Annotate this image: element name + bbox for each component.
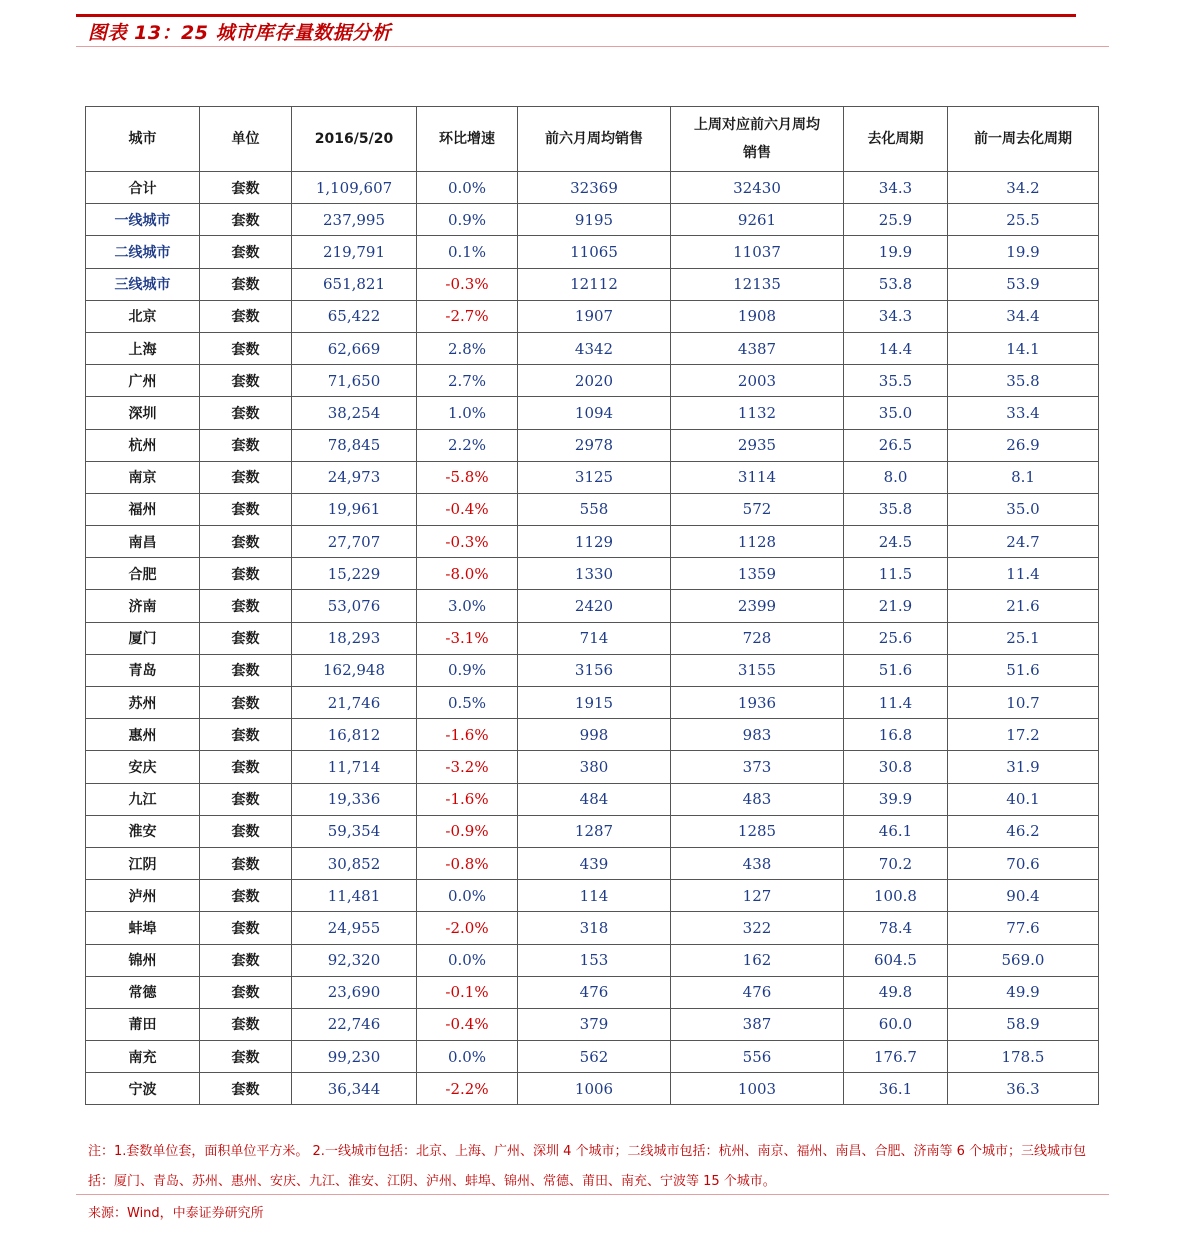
- cell-prev-destock-cycle: 8.1: [948, 461, 1099, 493]
- cell-city: 南充: [86, 1041, 200, 1073]
- cell-mom-growth: 0.0%: [417, 172, 518, 204]
- cell-mom-growth: -0.1%: [417, 976, 518, 1008]
- cell-mom-growth: 0.0%: [417, 880, 518, 912]
- cell-city: 安庆: [86, 751, 200, 783]
- cell-destock-cycle: 604.5: [844, 944, 948, 976]
- cell-inventory: 59,354: [292, 815, 417, 847]
- cell-last-week-sales: 127: [671, 880, 844, 912]
- cell-inventory: 38,254: [292, 397, 417, 429]
- cell-destock-cycle: 35.5: [844, 365, 948, 397]
- cell-destock-cycle: 39.9: [844, 783, 948, 815]
- cell-six-month-sales: 1330: [518, 558, 671, 590]
- cell-inventory: 21,746: [292, 687, 417, 719]
- table-note: 注：1.套数单位套，面积单位平方米。 2.一线城市包括：北京、上海、广州、深圳 4 个城市；二线城市包括：杭州、南京、福州、南昌、合肥、济南等 6 个城市；三线城市包括：厦门、青岛、苏州、惠州、安庆、九江、淮安、江阴、泸州、蚌埠、锦州、常德、莆田、南充、宁波等 15 个城市。: [88, 1144, 1087, 1189]
- table-header-row: [86, 107, 1099, 172]
- cell-destock-cycle: 19.9: [844, 236, 948, 268]
- table-row: [86, 880, 1099, 912]
- cell-prev-destock-cycle: 51.6: [948, 654, 1099, 686]
- cell-unit: 套数: [200, 172, 292, 204]
- cell-prev-destock-cycle: 77.6: [948, 912, 1099, 944]
- cell-last-week-sales: 983: [671, 719, 844, 751]
- header-mom-growth: 环比增速: [417, 107, 518, 172]
- cell-unit: 套数: [200, 397, 292, 429]
- cell-last-week-sales: 728: [671, 622, 844, 654]
- cell-last-week-sales: 32430: [671, 172, 844, 204]
- table-row: [86, 1041, 1099, 1073]
- cell-city: 北京: [86, 300, 200, 332]
- cell-prev-destock-cycle: 25.1: [948, 622, 1099, 654]
- cell-last-week-sales: 483: [671, 783, 844, 815]
- cell-unit: 套数: [200, 204, 292, 236]
- cell-last-week-sales: 2399: [671, 590, 844, 622]
- cell-six-month-sales: 32369: [518, 172, 671, 204]
- cell-mom-growth: 0.1%: [417, 236, 518, 268]
- title-top-rule: [76, 14, 1076, 17]
- cell-last-week-sales: 9261: [671, 204, 844, 236]
- cell-unit: 套数: [200, 976, 292, 1008]
- table-row: [86, 847, 1099, 879]
- cell-unit: 套数: [200, 912, 292, 944]
- cell-prev-destock-cycle: 53.9: [948, 268, 1099, 300]
- cell-prev-destock-cycle: 33.4: [948, 397, 1099, 429]
- cell-last-week-sales: 438: [671, 847, 844, 879]
- cell-prev-destock-cycle: 10.7: [948, 687, 1099, 719]
- cell-unit: 套数: [200, 461, 292, 493]
- cell-prev-destock-cycle: 49.9: [948, 976, 1099, 1008]
- cell-city: 青岛: [86, 654, 200, 686]
- cell-destock-cycle: 60.0: [844, 1008, 948, 1040]
- cell-last-week-sales: 556: [671, 1041, 844, 1073]
- cell-six-month-sales: 1129: [518, 526, 671, 558]
- cell-inventory: 237,995: [292, 204, 417, 236]
- cell-mom-growth: -0.9%: [417, 815, 518, 847]
- cell-mom-growth: -1.6%: [417, 783, 518, 815]
- cell-six-month-sales: 3125: [518, 461, 671, 493]
- cell-city: 宁波: [86, 1073, 200, 1105]
- cell-inventory: 18,293: [292, 622, 417, 654]
- cell-unit: 套数: [200, 944, 292, 976]
- cell-prev-destock-cycle: 24.7: [948, 526, 1099, 558]
- cell-six-month-sales: 2978: [518, 429, 671, 461]
- cell-inventory: 36,344: [292, 1073, 417, 1105]
- cell-last-week-sales: 373: [671, 751, 844, 783]
- cell-unit: 套数: [200, 687, 292, 719]
- cell-unit: 套数: [200, 558, 292, 590]
- cell-six-month-sales: 1287: [518, 815, 671, 847]
- cell-unit: 套数: [200, 236, 292, 268]
- cell-mom-growth: 0.0%: [417, 1041, 518, 1073]
- cell-six-month-sales: 153: [518, 944, 671, 976]
- cell-unit: 套数: [200, 332, 292, 364]
- table-row: [86, 912, 1099, 944]
- header-last-week-six-month-sales: 上周对应前六月周均销售: [671, 107, 844, 172]
- cell-six-month-sales: 9195: [518, 204, 671, 236]
- table-body: [86, 172, 1099, 1105]
- cell-inventory: 19,961: [292, 493, 417, 525]
- header-date: 2016/5/20: [292, 107, 417, 172]
- cell-mom-growth: 0.9%: [417, 204, 518, 236]
- cell-unit: 套数: [200, 880, 292, 912]
- cell-prev-destock-cycle: 40.1: [948, 783, 1099, 815]
- cell-six-month-sales: 380: [518, 751, 671, 783]
- cell-prev-destock-cycle: 36.3: [948, 1073, 1099, 1105]
- cell-city: 江阴: [86, 847, 200, 879]
- cell-last-week-sales: 1003: [671, 1073, 844, 1105]
- cell-inventory: 16,812: [292, 719, 417, 751]
- cell-destock-cycle: 11.5: [844, 558, 948, 590]
- table-row: [86, 590, 1099, 622]
- cell-last-week-sales: 2003: [671, 365, 844, 397]
- cell-unit: 套数: [200, 493, 292, 525]
- cell-last-week-sales: 572: [671, 493, 844, 525]
- cell-six-month-sales: 714: [518, 622, 671, 654]
- table-row: [86, 397, 1099, 429]
- cell-destock-cycle: 26.5: [844, 429, 948, 461]
- cell-unit: 套数: [200, 526, 292, 558]
- cell-city: 南昌: [86, 526, 200, 558]
- cell-six-month-sales: 439: [518, 847, 671, 879]
- cell-inventory: 92,320: [292, 944, 417, 976]
- table-row: [86, 944, 1099, 976]
- cell-city: 上海: [86, 332, 200, 364]
- cell-last-week-sales: 162: [671, 944, 844, 976]
- cell-city: 三线城市: [86, 268, 200, 300]
- cell-six-month-sales: 1907: [518, 300, 671, 332]
- inventory-table: [85, 106, 1099, 1105]
- cell-destock-cycle: 21.9: [844, 590, 948, 622]
- cell-destock-cycle: 25.6: [844, 622, 948, 654]
- table-row: [86, 332, 1099, 364]
- cell-mom-growth: -3.1%: [417, 622, 518, 654]
- cell-inventory: 15,229: [292, 558, 417, 590]
- cell-city: 济南: [86, 590, 200, 622]
- cell-last-week-sales: 1359: [671, 558, 844, 590]
- table-row: [86, 268, 1099, 300]
- cell-six-month-sales: 562: [518, 1041, 671, 1073]
- cell-destock-cycle: 25.9: [844, 204, 948, 236]
- cell-city: 莆田: [86, 1008, 200, 1040]
- cell-mom-growth: 2.2%: [417, 429, 518, 461]
- cell-city: 厦门: [86, 622, 200, 654]
- cell-prev-destock-cycle: 11.4: [948, 558, 1099, 590]
- cell-six-month-sales: 4342: [518, 332, 671, 364]
- cell-last-week-sales: 1908: [671, 300, 844, 332]
- table-row: [86, 976, 1099, 1008]
- cell-prev-destock-cycle: 35.0: [948, 493, 1099, 525]
- cell-destock-cycle: 49.8: [844, 976, 948, 1008]
- cell-destock-cycle: 35.8: [844, 493, 948, 525]
- cell-inventory: 162,948: [292, 654, 417, 686]
- cell-destock-cycle: 36.1: [844, 1073, 948, 1105]
- cell-city: 南京: [86, 461, 200, 493]
- cell-prev-destock-cycle: 17.2: [948, 719, 1099, 751]
- cell-city: 蚌埠: [86, 912, 200, 944]
- cell-mom-growth: 3.0%: [417, 590, 518, 622]
- cell-six-month-sales: 476: [518, 976, 671, 1008]
- cell-six-month-sales: 3156: [518, 654, 671, 686]
- cell-six-month-sales: 2020: [518, 365, 671, 397]
- cell-unit: 套数: [200, 429, 292, 461]
- cell-inventory: 62,669: [292, 332, 417, 364]
- header-destock-cycle: 去化周期: [844, 107, 948, 172]
- cell-prev-destock-cycle: 35.8: [948, 365, 1099, 397]
- cell-city: 福州: [86, 493, 200, 525]
- cell-unit: 套数: [200, 590, 292, 622]
- cell-last-week-sales: 322: [671, 912, 844, 944]
- cell-mom-growth: -3.2%: [417, 751, 518, 783]
- cell-prev-destock-cycle: 14.1: [948, 332, 1099, 364]
- cell-last-week-sales: 387: [671, 1008, 844, 1040]
- cell-unit: 套数: [200, 268, 292, 300]
- cell-prev-destock-cycle: 31.9: [948, 751, 1099, 783]
- cell-unit: 套数: [200, 751, 292, 783]
- header-unit: 单位: [200, 107, 292, 172]
- cell-six-month-sales: 998: [518, 719, 671, 751]
- table-row: [86, 429, 1099, 461]
- cell-six-month-sales: 484: [518, 783, 671, 815]
- cell-destock-cycle: 16.8: [844, 719, 948, 751]
- table-row: [86, 783, 1099, 815]
- cell-last-week-sales: 3114: [671, 461, 844, 493]
- cell-city: 深圳: [86, 397, 200, 429]
- cell-mom-growth: -0.8%: [417, 847, 518, 879]
- cell-inventory: 53,076: [292, 590, 417, 622]
- cell-prev-destock-cycle: 90.4: [948, 880, 1099, 912]
- cell-destock-cycle: 34.3: [844, 300, 948, 332]
- title-underline: [76, 46, 1109, 47]
- cell-prev-destock-cycle: 46.2: [948, 815, 1099, 847]
- cell-last-week-sales: 2935: [671, 429, 844, 461]
- cell-last-week-sales: 1128: [671, 526, 844, 558]
- cell-six-month-sales: 318: [518, 912, 671, 944]
- cell-mom-growth: -0.3%: [417, 268, 518, 300]
- cell-destock-cycle: 53.8: [844, 268, 948, 300]
- cell-last-week-sales: 1936: [671, 687, 844, 719]
- cell-prev-destock-cycle: 25.5: [948, 204, 1099, 236]
- cell-unit: 套数: [200, 622, 292, 654]
- table-row: [86, 365, 1099, 397]
- cell-last-week-sales: 12135: [671, 268, 844, 300]
- table-row: [86, 204, 1099, 236]
- header-six-month-weekly-sales: 前六月周均销售: [518, 107, 671, 172]
- cell-inventory: 65,422: [292, 300, 417, 332]
- cell-unit: 套数: [200, 1008, 292, 1040]
- cell-city: 二线城市: [86, 236, 200, 268]
- cell-inventory: 11,714: [292, 751, 417, 783]
- cell-unit: 套数: [200, 847, 292, 879]
- cell-prev-destock-cycle: 34.4: [948, 300, 1099, 332]
- cell-unit: 套数: [200, 815, 292, 847]
- cell-six-month-sales: 11065: [518, 236, 671, 268]
- cell-mom-growth: 0.0%: [417, 944, 518, 976]
- cell-destock-cycle: 34.3: [844, 172, 948, 204]
- table-row: [86, 493, 1099, 525]
- cell-inventory: 651,821: [292, 268, 417, 300]
- cell-last-week-sales: 11037: [671, 236, 844, 268]
- table-row: [86, 300, 1099, 332]
- cell-destock-cycle: 176.7: [844, 1041, 948, 1073]
- table-row: [86, 461, 1099, 493]
- cell-six-month-sales: 12112: [518, 268, 671, 300]
- cell-prev-destock-cycle: 569.0: [948, 944, 1099, 976]
- cell-mom-growth: 2.7%: [417, 365, 518, 397]
- table-row: [86, 654, 1099, 686]
- cell-city: 一线城市: [86, 204, 200, 236]
- cell-prev-destock-cycle: 26.9: [948, 429, 1099, 461]
- cell-city: 广州: [86, 365, 200, 397]
- cell-mom-growth: -5.8%: [417, 461, 518, 493]
- cell-prev-destock-cycle: 70.6: [948, 847, 1099, 879]
- cell-prev-destock-cycle: 178.5: [948, 1041, 1099, 1073]
- cell-destock-cycle: 51.6: [844, 654, 948, 686]
- cell-destock-cycle: 30.8: [844, 751, 948, 783]
- cell-inventory: 27,707: [292, 526, 417, 558]
- cell-mom-growth: 0.9%: [417, 654, 518, 686]
- cell-unit: 套数: [200, 783, 292, 815]
- table-row: [86, 1008, 1099, 1040]
- figure-title: 图表 13：25 城市库存量数据分析: [88, 22, 392, 44]
- cell-inventory: 71,650: [292, 365, 417, 397]
- note-divider: [76, 1194, 1109, 1195]
- table-row: [86, 815, 1099, 847]
- cell-mom-growth: -2.2%: [417, 1073, 518, 1105]
- cell-city: 合肥: [86, 558, 200, 590]
- table-row: [86, 526, 1099, 558]
- cell-six-month-sales: 558: [518, 493, 671, 525]
- table-row: [86, 751, 1099, 783]
- cell-unit: 套数: [200, 719, 292, 751]
- cell-city: 九江: [86, 783, 200, 815]
- header-city: 城市: [86, 107, 200, 172]
- cell-prev-destock-cycle: 58.9: [948, 1008, 1099, 1040]
- cell-mom-growth: 2.8%: [417, 332, 518, 364]
- cell-mom-growth: 1.0%: [417, 397, 518, 429]
- cell-mom-growth: -1.6%: [417, 719, 518, 751]
- cell-last-week-sales: 1285: [671, 815, 844, 847]
- cell-inventory: 19,336: [292, 783, 417, 815]
- cell-inventory: 30,852: [292, 847, 417, 879]
- cell-mom-growth: 0.5%: [417, 687, 518, 719]
- cell-six-month-sales: 379: [518, 1008, 671, 1040]
- cell-inventory: 23,690: [292, 976, 417, 1008]
- cell-six-month-sales: 1094: [518, 397, 671, 429]
- cell-last-week-sales: 4387: [671, 332, 844, 364]
- cell-destock-cycle: 14.4: [844, 332, 948, 364]
- cell-city: 泸州: [86, 880, 200, 912]
- cell-destock-cycle: 24.5: [844, 526, 948, 558]
- cell-city: 锦州: [86, 944, 200, 976]
- cell-prev-destock-cycle: 19.9: [948, 236, 1099, 268]
- source-line: 来源：Wind，中泰证券研究所: [88, 1206, 264, 1221]
- cell-city: 苏州: [86, 687, 200, 719]
- cell-destock-cycle: 46.1: [844, 815, 948, 847]
- cell-destock-cycle: 35.0: [844, 397, 948, 429]
- cell-city: 淮安: [86, 815, 200, 847]
- cell-city: 惠州: [86, 719, 200, 751]
- cell-city: 杭州: [86, 429, 200, 461]
- cell-destock-cycle: 11.4: [844, 687, 948, 719]
- cell-destock-cycle: 70.2: [844, 847, 948, 879]
- cell-destock-cycle: 100.8: [844, 880, 948, 912]
- table-row: [86, 1073, 1099, 1105]
- cell-prev-destock-cycle: 21.6: [948, 590, 1099, 622]
- cell-six-month-sales: 1915: [518, 687, 671, 719]
- cell-inventory: 219,791: [292, 236, 417, 268]
- cell-mom-growth: -2.0%: [417, 912, 518, 944]
- cell-inventory: 24,973: [292, 461, 417, 493]
- table-row: [86, 172, 1099, 204]
- cell-mom-growth: -0.4%: [417, 1008, 518, 1040]
- cell-mom-growth: -8.0%: [417, 558, 518, 590]
- cell-inventory: 22,746: [292, 1008, 417, 1040]
- cell-inventory: 24,955: [292, 912, 417, 944]
- cell-prev-destock-cycle: 34.2: [948, 172, 1099, 204]
- cell-unit: 套数: [200, 654, 292, 686]
- cell-last-week-sales: 476: [671, 976, 844, 1008]
- header-prev-destock-cycle: 前一周去化周期: [948, 107, 1099, 172]
- cell-inventory: 99,230: [292, 1041, 417, 1073]
- cell-unit: 套数: [200, 300, 292, 332]
- cell-inventory: 78,845: [292, 429, 417, 461]
- cell-city: 常德: [86, 976, 200, 1008]
- table-row: [86, 622, 1099, 654]
- cell-inventory: 1,109,607: [292, 172, 417, 204]
- cell-last-week-sales: 3155: [671, 654, 844, 686]
- table-row: [86, 719, 1099, 751]
- cell-six-month-sales: 1006: [518, 1073, 671, 1105]
- table-row: [86, 687, 1099, 719]
- cell-six-month-sales: 2420: [518, 590, 671, 622]
- cell-last-week-sales: 1132: [671, 397, 844, 429]
- cell-mom-growth: -0.4%: [417, 493, 518, 525]
- cell-mom-growth: -2.7%: [417, 300, 518, 332]
- cell-unit: 套数: [200, 1041, 292, 1073]
- cell-mom-growth: -0.3%: [417, 526, 518, 558]
- cell-destock-cycle: 8.0: [844, 461, 948, 493]
- cell-destock-cycle: 78.4: [844, 912, 948, 944]
- table-row: [86, 236, 1099, 268]
- cell-six-month-sales: 114: [518, 880, 671, 912]
- cell-unit: 套数: [200, 1073, 292, 1105]
- cell-unit: 套数: [200, 365, 292, 397]
- table-row: [86, 558, 1099, 590]
- cell-city: 合计: [86, 172, 200, 204]
- cell-inventory: 11,481: [292, 880, 417, 912]
